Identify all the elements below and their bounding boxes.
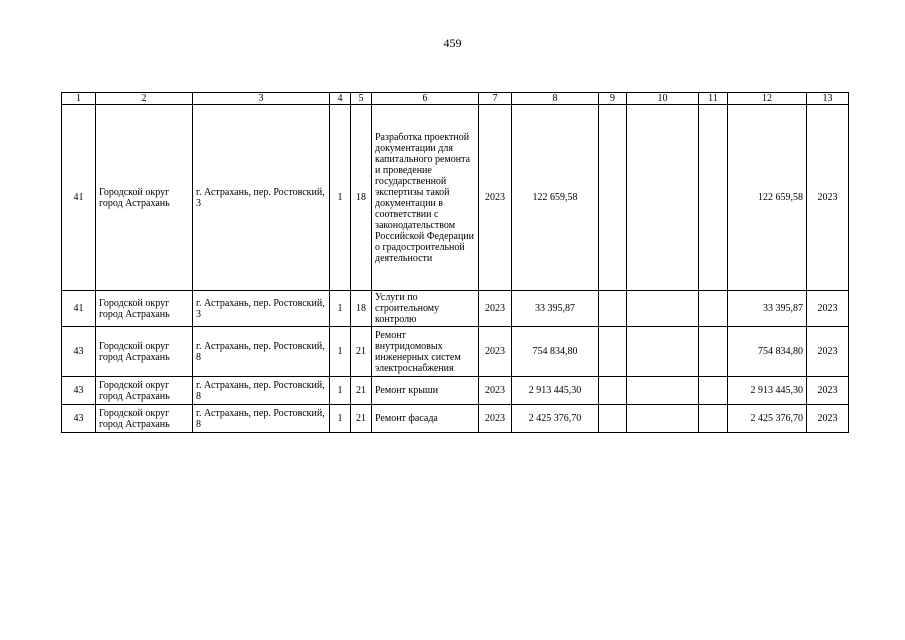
cell-col4: 1 — [330, 377, 351, 405]
cell-cost: 2 425 376,70 — [512, 405, 599, 433]
column-header: 6 — [372, 93, 479, 105]
column-header: 12 — [728, 93, 807, 105]
cell-work-type: Ремонт фасада — [372, 405, 479, 433]
cell-col10 — [627, 105, 699, 291]
cell-cost: 33 395,87 — [512, 291, 599, 327]
program-table — [61, 92, 849, 433]
cell-col4: 1 — [330, 105, 351, 291]
column-header: 4 — [330, 93, 351, 105]
cell-number: 41 — [62, 105, 96, 291]
cell-col5: 21 — [351, 405, 372, 433]
cell-work-type: Ремонт крыши — [372, 377, 479, 405]
column-header: 8 — [512, 93, 599, 105]
cell-municipality: Городской округ город Астрахань — [96, 327, 193, 377]
table-row — [62, 405, 849, 433]
cell-year-end: 2023 — [807, 377, 849, 405]
cell-municipality: Городской округ город Астрахань — [96, 377, 193, 405]
column-header: 10 — [627, 93, 699, 105]
table-row — [62, 105, 849, 291]
column-header: 1 — [62, 93, 96, 105]
column-header: 3 — [193, 93, 330, 105]
cell-address: г. Астрахань, пер. Ростовский, 8 — [193, 405, 330, 433]
cell-total: 2 425 376,70 — [728, 405, 807, 433]
cell-total: 122 659,58 — [728, 105, 807, 291]
cell-total: 754 834,80 — [728, 327, 807, 377]
cell-col9 — [599, 377, 627, 405]
cell-year: 2023 — [479, 291, 512, 327]
column-header: 13 — [807, 93, 849, 105]
cell-col10 — [627, 377, 699, 405]
cell-year: 2023 — [479, 377, 512, 405]
cell-col5: 18 — [351, 105, 372, 291]
cell-address: г. Астрахань, пер. Ростовский, 3 — [193, 105, 330, 291]
cell-col10 — [627, 291, 699, 327]
cell-year-end: 2023 — [807, 405, 849, 433]
cell-col11 — [699, 327, 728, 377]
column-header: 7 — [479, 93, 512, 105]
cell-col9 — [599, 405, 627, 433]
cell-col11 — [699, 105, 728, 291]
header-row — [62, 93, 849, 105]
cell-col10 — [627, 405, 699, 433]
cell-work-type: Разработка проектной документации для капитального ремонта и проведение государственной экспертизы такой документации в соответствии с законодательством Российской Федерации о градостроительной деятельности — [372, 105, 479, 291]
cell-municipality: Городской округ город Астрахань — [96, 291, 193, 327]
cell-municipality: Городской округ город Астрахань — [96, 405, 193, 433]
cell-number: 43 — [62, 405, 96, 433]
cell-col5: 21 — [351, 377, 372, 405]
cell-col5: 21 — [351, 327, 372, 377]
cell-col9 — [599, 105, 627, 291]
cell-col10 — [627, 327, 699, 377]
cell-work-type: Ремонт внутридомовых инженерных систем электроснабжения — [372, 327, 479, 377]
cell-col9 — [599, 327, 627, 377]
cell-number: 43 — [62, 377, 96, 405]
cell-municipality: Городской округ город Астрахань — [96, 105, 193, 291]
cell-address: г. Астрахань, пер. Ростовский, 3 — [193, 291, 330, 327]
table-row — [62, 377, 849, 405]
cell-year: 2023 — [479, 405, 512, 433]
cell-year: 2023 — [479, 327, 512, 377]
cell-number: 43 — [62, 327, 96, 377]
cell-cost: 122 659,58 — [512, 105, 599, 291]
cell-year-end: 2023 — [807, 105, 849, 291]
cell-work-type: Услуги по строительному контролю — [372, 291, 479, 327]
cell-address: г. Астрахань, пер. Ростовский, 8 — [193, 377, 330, 405]
cell-cost: 754 834,80 — [512, 327, 599, 377]
column-header: 9 — [599, 93, 627, 105]
cell-col4: 1 — [330, 291, 351, 327]
table-row — [62, 327, 849, 377]
cell-col9 — [599, 291, 627, 327]
cell-col4: 1 — [330, 327, 351, 377]
cell-year-end: 2023 — [807, 327, 849, 377]
cell-col11 — [699, 291, 728, 327]
column-header: 2 — [96, 93, 193, 105]
cell-total: 33 395,87 — [728, 291, 807, 327]
cell-year-end: 2023 — [807, 291, 849, 327]
column-header: 11 — [699, 93, 728, 105]
cell-cost: 2 913 445,30 — [512, 377, 599, 405]
cell-col11 — [699, 405, 728, 433]
cell-address: г. Астрахань, пер. Ростовский, 8 — [193, 327, 330, 377]
cell-year: 2023 — [479, 105, 512, 291]
page-number: 459 — [443, 36, 462, 50]
cell-col11 — [699, 377, 728, 405]
column-header: 5 — [351, 93, 372, 105]
cell-number: 41 — [62, 291, 96, 327]
cell-col5: 18 — [351, 291, 372, 327]
cell-col4: 1 — [330, 405, 351, 433]
cell-total: 2 913 445,30 — [728, 377, 807, 405]
table-row — [62, 291, 849, 327]
